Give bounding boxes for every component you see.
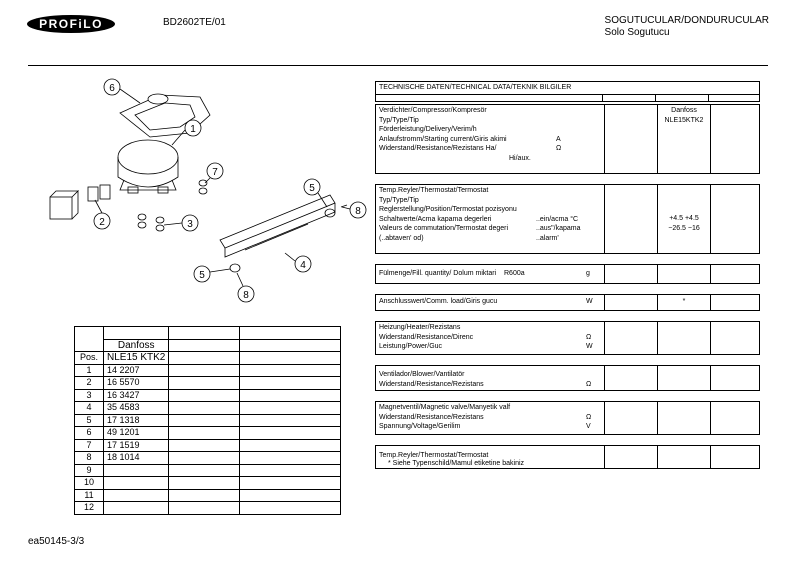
starting-current-label: Anlaufstromm/Starting current/Giris akimi A: [379, 135, 561, 143]
table-row: 8 18 1014: [75, 452, 341, 465]
thermostat-off-values: −26.5 −16: [668, 224, 700, 232]
fan-label: Ventilador/Blower/Vantilatör: [379, 371, 465, 378]
valve-resistance-label: Widerstand/Resistance/Rezistans Ω: [379, 413, 592, 421]
brand-cell: Danfoss: [104, 339, 169, 352]
fan-resistance-label: Widerstand/Resistance/Rezistans Ω: [379, 380, 592, 388]
delivery-label: Förderleistung/Delivery/Verim/h: [379, 126, 477, 133]
callout-7: 7: [212, 167, 218, 178]
category-title: SOGUTUCULAR/DONDURUCULAR: [604, 15, 769, 26]
table-row: 1 14 2207: [75, 364, 341, 377]
refrigerant-value: R600a: [504, 270, 525, 277]
compressor-section: [375, 104, 760, 174]
table-row: 6 49 1201: [75, 427, 341, 440]
category-header: [605, 15, 769, 39]
document-code: ea50145-3/3: [28, 536, 85, 547]
switch-values-label: Schaltwerte/Acma kapama degerleri ..ein/acma °C: [379, 215, 579, 223]
fill-section: [375, 264, 760, 284]
callout-6: 6: [109, 83, 115, 94]
callout-1: 1: [190, 124, 196, 135]
category-subtitle: Solo Sogutucu: [604, 27, 670, 38]
callout-8b: 8: [243, 290, 249, 301]
table-row: 2 16 5570: [75, 377, 341, 390]
heater-label: Heizung/Heater/Rezistans: [379, 324, 461, 331]
table-row: 3 16 3427: [75, 389, 341, 402]
load-label: Anschlusswert/Comm. load/Giris gucu: [379, 298, 498, 305]
defrost-label: (..abtaven' od) ..alarm': [379, 234, 559, 242]
callout-2: 2: [99, 217, 105, 228]
callout-4: 4: [300, 260, 306, 271]
heater-resistance-label: Widerstand/Resistance/Direnc Ω: [379, 333, 592, 341]
callout-3: 3: [187, 219, 193, 230]
thermostat-label: Temp.Reyler/Thermostat/Termostat: [379, 187, 489, 194]
load-unit: W: [586, 298, 593, 305]
tech-title-sub: [375, 95, 760, 102]
callout-8: 8: [355, 206, 361, 217]
valve-voltage-label: Spannung/Voltage/Gerilim V: [379, 423, 591, 430]
fill-label: Fülmenge/Fill. quantity/ Dolum miktari: [379, 270, 497, 277]
table-row: 7 17 1519: [75, 439, 341, 452]
compressor-label: Verdichter/Compressor/Kompresör: [379, 107, 487, 114]
thermostat-on-values: +4.5 +4.5: [669, 215, 699, 222]
compressor-brand-value: Danfoss: [671, 107, 697, 114]
model-number: BD2602TE/01: [163, 17, 226, 28]
load-section: [375, 294, 760, 311]
resistance-label: Widerstand/Resistance/Rezistans Ha/ Ω: [379, 145, 562, 152]
fan-section: [375, 365, 760, 391]
thermostat-position-label: Reglerstellung/Position/Termostat pozisyonu: [379, 206, 517, 213]
pos-header: Pos.: [75, 352, 104, 365]
table-row: 4 35 4583: [75, 402, 341, 415]
footnote: * Siehe Typenschild/Mamul etiketine bakiniz: [388, 460, 525, 467]
compressor-type-value: NLE15KTK2: [664, 116, 704, 124]
tech-title: TECHNISCHE DATEN/TECHNICAL DATA/TEKNIK BILGILER: [375, 81, 760, 95]
thermostat-section: [375, 184, 760, 254]
model-cell: NLE15 KTK2: [104, 352, 169, 365]
commutation-label: Valeurs de commutation/Termostat degeri ..aus"/kapama: [379, 225, 581, 232]
parts-table: [74, 326, 341, 515]
exploded-parts-diagram: [40, 75, 370, 310]
type-label: Typ/Type/Tip: [379, 116, 419, 124]
heater-power-label: Leistung/Power/Guc W: [379, 343, 593, 350]
callout-5: 5: [309, 183, 315, 194]
thermostat2-label: Temp.Reyler/Thermostat/Termostat: [379, 452, 489, 459]
table-row: 11: [75, 489, 341, 502]
header-rule: [28, 65, 768, 66]
brand-logo: PROFiLO: [27, 15, 115, 33]
valve-section: [375, 401, 760, 435]
callout-5b: 5: [199, 270, 205, 281]
load-value: *: [657, 295, 710, 310]
aux-label: Hi/aux.: [509, 154, 531, 162]
valve-label: Magnetventil/Magnetic valve/Manyetik valf: [379, 404, 511, 411]
table-row: 9: [75, 464, 341, 477]
thermostat-type-label: Typ/Type/Tip: [379, 196, 419, 204]
technical-data: [375, 81, 760, 479]
table-row: 10: [75, 477, 341, 490]
heater-section: [375, 321, 760, 355]
table-row: 12: [75, 502, 341, 515]
table-row: 5 17 1318: [75, 414, 341, 427]
fill-unit: g: [586, 270, 590, 277]
